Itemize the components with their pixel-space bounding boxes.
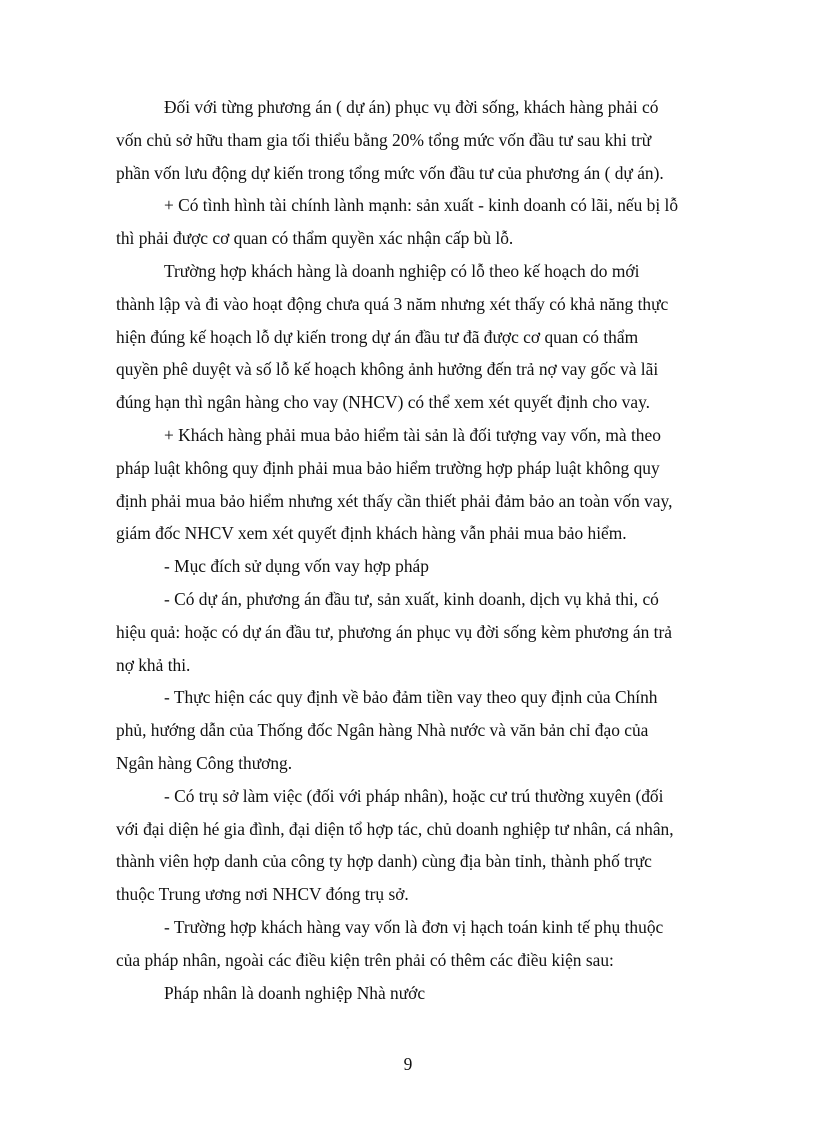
text-line: - Có dự án, phương án đầu tư, sản xuất, kinh doanh, dịch vụ khả thi, có <box>164 588 659 609</box>
text-line: đúng hạn thì ngân hàng cho vay (NHCV) có thể xem xét quyết định cho vay. <box>116 392 650 413</box>
text-line: Đối với từng phương án ( dự án) phục vụ đời sống, khách hàng phải có <box>164 97 659 117</box>
paragraph <box>116 780 748 911</box>
text-line: với đại diện hé gia đình, đại diện tổ hợp tác, chủ doanh nghiệp tư nhân, cá nhân, <box>116 818 674 839</box>
paragraph <box>116 550 748 583</box>
paragraph <box>116 583 748 681</box>
text-line: hiện đúng kế hoạch lỗ dự kiến trong dự án đầu tư đã được cơ quan có thẩm <box>116 326 639 347</box>
page-number: 9 <box>403 1054 413 1074</box>
paragraph <box>116 977 748 1010</box>
text-line: thành viên hợp danh của công ty hợp danh) cùng địa bàn tỉnh, thành phố trực <box>116 851 652 872</box>
paragraph <box>116 419 748 550</box>
text-line: vốn chủ sở hữu tham gia tối thiểu bằng 20% tổng mức vốn đầu tư sau khi trừ <box>116 129 652 150</box>
text-line: phần vốn lưu động dự kiến trong tổng mức vốn đầu tư của phương án ( dự án). <box>116 162 664 183</box>
text-line: quyền phê duyệt và số lỗ kế hoạch không ảnh hưởng đến trả nợ vay gốc và lãi <box>116 359 659 380</box>
paragraph <box>116 91 748 189</box>
paragraph <box>116 255 748 419</box>
text-line: Pháp nhân là doanh nghiệp Nhà nước <box>164 982 426 1003</box>
text-line: - Thực hiện các quy định về bảo đảm tiền vay theo quy định của Chính <box>164 687 658 708</box>
text-line: + Khách hàng phải mua bảo hiểm tài sản là đối tượng vay vốn, mà theo <box>164 424 661 445</box>
text-line: giám đốc NHCV xem xét quyết định khách hàng vẫn phải mua bảo hiểm. <box>116 523 627 544</box>
text-line: pháp luật không quy định phải mua bảo hiểm trường hợp pháp luật không quy <box>116 457 660 478</box>
text-line: Ngân hàng Công thương. <box>116 752 293 773</box>
text-line: nợ khả thi. <box>116 654 191 675</box>
text-line: phủ, hướng dẫn của Thống đốc Ngân hàng Nhà nước và văn bản chỉ đạo của <box>116 720 649 741</box>
text-line: thành lập và đi vào hoạt động chưa quá 3 năm nhưng xét thấy có khả năng thực <box>116 293 669 314</box>
text-line: + Có tình hình tài chính lành mạnh: sản xuất - kinh doanh có lãi, nếu bị lỗ <box>164 195 679 216</box>
paragraph <box>116 911 748 977</box>
text-line: của pháp nhân, ngoài các điều kiện trên phải có thêm các điều kiện sau: <box>116 949 614 970</box>
paragraph <box>116 189 748 255</box>
paragraph <box>116 681 748 779</box>
document-body <box>116 91 748 1009</box>
text-line: Trường hợp khách hàng là doanh nghiệp có lỗ theo kế hoạch do mới <box>164 260 640 281</box>
text-line: thì phải được cơ quan có thẩm quyền xác nhận cấp bù lỗ. <box>116 228 514 249</box>
text-line: hiệu quả: hoặc có dự án đầu tư, phương án phục vụ đời sống kèm phương án trả <box>116 621 672 642</box>
text-line: định phải mua bảo hiểm nhưng xét thấy cần thiết phải đảm bảo an toàn vốn vay, <box>116 490 673 511</box>
text-line: - Trường hợp khách hàng vay vốn là đơn vị hạch toán kinh tế phụ thuộc <box>164 916 664 937</box>
text-line: - Mục đích sử dụng vốn vay hợp pháp <box>164 556 429 577</box>
text-line: thuộc Trung ương nơi NHCV đóng trụ sở. <box>116 884 409 905</box>
text-line: - Có trụ sở làm việc (đối với pháp nhân), hoặc cư trú thường xuyên (đối <box>164 785 664 806</box>
